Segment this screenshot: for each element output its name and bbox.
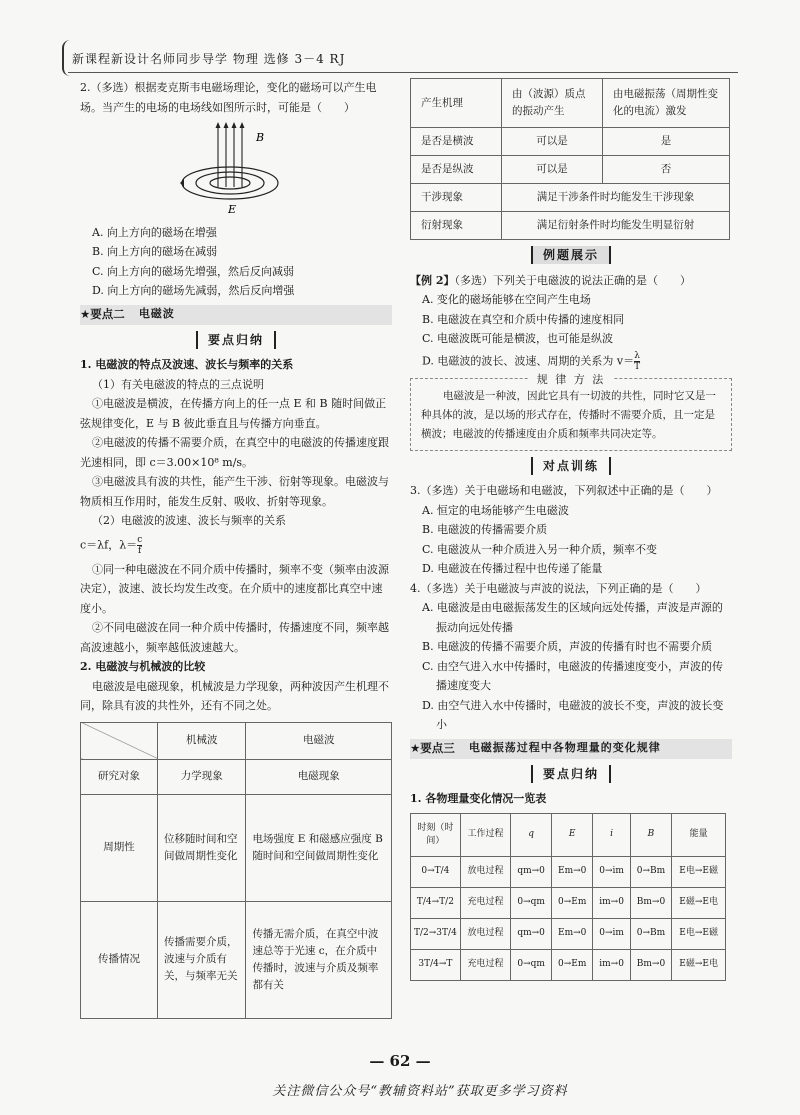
table-cell: 放电过程	[460, 856, 511, 887]
table-row	[81, 901, 392, 1018]
ex2-option-b: B. 电磁波在真空和介质中传播的速度相同	[422, 312, 625, 326]
table-cell: 研究对象	[81, 759, 158, 794]
table-cell: Em→0	[551, 856, 593, 887]
table-row	[411, 918, 726, 949]
table-cell: 电场强度 E 和磁感应强度 B 随时间和空间做周期性变化	[246, 794, 392, 901]
q4-option-b: B. 电磁波的传播不需要介质，声波的传播有时也不需要介质	[422, 640, 713, 653]
q2-option-d: D. 向上方向的磁场先减弱，然后反向增强	[92, 284, 295, 297]
table-row	[81, 794, 392, 901]
table-head: i	[593, 813, 630, 856]
method-title: 规 律 方 法	[529, 370, 614, 389]
table-cell: E电→E磁	[672, 918, 726, 949]
section-2-title: 电磁波	[138, 307, 175, 321]
table-cell: 产生机理	[411, 79, 502, 128]
para-2: ①电磁波是横波，在传播方向上的任一点 E 和 B 随时间做正弦规律变化，E 与 B 彼此垂直且与传播方向垂直。	[80, 397, 387, 430]
table-row	[411, 184, 730, 212]
table-cell: 干涉现象	[411, 184, 502, 212]
q2-option-b: B. 向上方向的磁场在减弱	[92, 245, 218, 258]
page-header: 新课程新设计名师同步导学 物理 选修 3－4 RJ	[72, 52, 346, 66]
table-cell: qm→0	[511, 856, 552, 887]
para-8: 电磁波是电磁现象，机械波是力学现象，两种波因产生机理不同，除具有波的共性外，还有不同之处。	[80, 679, 389, 712]
formula-num: c	[137, 534, 143, 545]
para-1: （1）有关电磁波的特点的三点说明	[92, 377, 264, 391]
table-cell: Bm→0	[630, 887, 672, 918]
example-box-label: 例题展示	[531, 246, 611, 264]
table-cell: Em→0	[551, 918, 593, 949]
formula-text: c＝λf，λ＝	[80, 538, 138, 551]
table-row	[411, 813, 726, 856]
section-3-title: 电磁振荡过程中各物理量的变化规律	[468, 741, 661, 755]
right-column	[410, 78, 732, 981]
table-cell: 满足衍射条件时均能发生明显衍射	[502, 212, 730, 240]
electric-arrow	[180, 179, 184, 187]
ex2-frac-num: λ	[634, 350, 640, 361]
table-cell: 充电过程	[460, 949, 511, 980]
table-head: q	[511, 813, 552, 856]
table-cell: Bm→0	[630, 949, 672, 980]
table-cell: 充电过程	[460, 887, 511, 918]
table-cell: 传播需要介质，波速与介质有关，与频率无关	[158, 901, 246, 1018]
field-ring-inner	[210, 177, 250, 189]
table-row	[411, 156, 730, 184]
question-4: 4.（多选）关于电磁波与声波的说法，下列正确的是（ ）	[410, 581, 707, 595]
table-cell: 是否是纵波	[411, 156, 502, 184]
table-head: 时刻（时间）	[411, 813, 461, 856]
table-head: 工作过程	[460, 813, 511, 856]
table-cell: 是	[603, 128, 730, 156]
example-2	[410, 271, 732, 291]
table-cell: im→0	[593, 949, 630, 980]
ex2-option-d	[410, 351, 732, 372]
table-head-mechanical: 机械波	[158, 722, 246, 759]
q4-option-d: D. 由空气进入水中传播时，电磁波的波长不变，声波的波长变小	[422, 698, 724, 731]
section-2-box-label: 要点归纳	[196, 331, 276, 349]
table-cell: 放电过程	[460, 918, 511, 949]
method-text: 电磁波是一种波，因此它具有一切波的共性，同时它又是一种具体的波，是以场的形式存在，传播时不需要介质，且一定是横波；电磁波的传播速度由介质和频率共同决定等。	[421, 389, 716, 440]
table-head: E	[551, 813, 593, 856]
page-number: — 62 —	[369, 1052, 431, 1070]
table-head: 能量	[672, 813, 726, 856]
table-row	[411, 79, 730, 128]
table-cell: 力学现象	[158, 759, 246, 794]
q3-option-d: D. 电磁波在传播过程中也传递了能量	[422, 562, 603, 575]
table-cell: 0→im	[593, 856, 630, 887]
table-cell: 0→qm	[511, 949, 552, 980]
formula-den: f	[138, 545, 142, 556]
table-cell: 可以是	[502, 128, 603, 156]
table-cell: qm→0	[511, 918, 552, 949]
left-column	[80, 78, 392, 1019]
table-cell: 否	[603, 156, 730, 184]
ex2-option-a: A. 变化的磁场能够在空间产生电场	[422, 293, 591, 306]
section-3-box-label: 要点归纳	[531, 765, 611, 783]
heading-2: 2. 电磁波与机械波的比较	[80, 660, 206, 673]
q4-option-c: C. 由空气进入水中传播时，电磁波的传播速度变小，声波的传播速度变大	[422, 659, 724, 692]
q3-option-b: B. 电磁波的传播需要介质	[422, 523, 548, 536]
table-row	[81, 759, 392, 794]
table-cell: E电→E磁	[672, 856, 726, 887]
table-row	[411, 128, 730, 156]
table-cell: 周期性	[81, 794, 158, 901]
example-2-text: （多选）下列关于电磁波的说法正确的是（ ）	[454, 273, 691, 287]
table-cell: T/2→3T/4	[411, 918, 461, 949]
comparison-table-continued	[410, 78, 730, 240]
q2-option-a: A. 向上方向的磁场在增强	[92, 225, 217, 239]
section-3-box	[410, 765, 732, 784]
table-head-em: 电磁波	[246, 722, 392, 759]
arrow-heads	[216, 122, 245, 128]
table-cell: 可以是	[502, 156, 603, 184]
header-brace	[62, 40, 72, 76]
section-2-box	[80, 331, 392, 350]
table-cell: 0→T/4	[411, 856, 461, 887]
ex2-fraction	[634, 351, 640, 372]
para-3: ②电磁波的传播不需要介质，在真空中的电磁波的传播速度跟光速相同，即 c＝3.00×10⁸ m/s。	[80, 436, 389, 469]
section-3-header	[410, 739, 732, 759]
table-cell: 由（波源）质点的振动产生	[502, 79, 603, 128]
ex2-option-c: C. 电磁波既可能是横波，也可能是纵波	[422, 332, 614, 345]
table-row	[411, 856, 726, 887]
comparison-table	[80, 722, 392, 1019]
para-5: （2）电磁波的波速、波长与频率的关系	[92, 514, 286, 527]
oscillation-table	[410, 813, 726, 981]
table-cell: 是否是横波	[411, 128, 502, 156]
table-cell: 位移随时间和空间做周期性变化	[158, 794, 246, 901]
ex2-frac-den: T	[634, 361, 641, 372]
practice-box	[410, 457, 732, 476]
table-cell: T/4→T/2	[411, 887, 461, 918]
q2-option-c: C. 向上方向的磁场先增强，然后反向减弱	[92, 264, 295, 278]
table-cell: 传播无需介质，在真空中波速总等于光速 c，在介质中传播时，波速与介质及频率都有关	[246, 901, 392, 1018]
label-e: E	[228, 203, 237, 216]
q4-option-a: A. 电磁波是由电磁振荡发生的区域向远处传播，声波是声源的振动向远处传播	[422, 601, 723, 634]
table-row	[411, 887, 726, 918]
q3-option-a: A. 恒定的电场能够产生电磁波	[422, 503, 569, 517]
table-row	[411, 949, 726, 980]
practice-box-label: 对点训练	[531, 457, 611, 475]
table-cell: 满足干涉条件时均能发生干涉现象	[502, 184, 730, 212]
para-6: ①同一种电磁波在不同介质中传播时，频率不变（频率由波源决定），波速、波长均发生改变。在介质中的速度都比真空中速度小。	[80, 562, 389, 615]
formula-fraction	[137, 535, 142, 556]
para-4: ③电磁波具有波的共性，能产生干涉、衍射等现象。电磁波与物质相互作用时，能发生反射、吸收、折射等现象。	[80, 475, 389, 508]
section-2-header	[80, 305, 392, 325]
table-cell: 0→im	[593, 918, 630, 949]
q3-option-c: C. 电磁波从一种介质进入另一种介质，频率不变	[422, 542, 658, 556]
table-cell: 3T/4→T	[411, 949, 461, 980]
question-2: 2.（多选）根据麦克斯韦电磁场理论，变化的磁场可以产生电场。当产生的电场的电场线如图所示时，可能是（ ）	[80, 81, 377, 114]
table-head: B	[630, 813, 672, 856]
section-3-label: ★要点三	[410, 740, 455, 755]
table-cell: 由电磁振荡（周期性变化的电流）激发	[603, 79, 730, 128]
ex2-option-d-text: D. 电磁波的波长、波速、周期的关系为 v＝	[422, 354, 635, 367]
table-cell: 电磁现象	[246, 759, 392, 794]
example-2-label: 【例 2】	[410, 273, 455, 287]
table-row	[411, 212, 730, 240]
table-cell: E磁→E电	[672, 949, 726, 980]
table-cell: 0→Bm	[630, 856, 672, 887]
table-cell: 衍射现象	[411, 212, 502, 240]
table-cell: 0→Em	[551, 887, 593, 918]
table-corner	[81, 722, 158, 759]
example-box	[410, 246, 732, 265]
table-cell: 0→Bm	[630, 918, 672, 949]
heading-1: 1. 电磁波的特点及波速、波长与频率的关系	[80, 358, 294, 371]
table-cell: 0→qm	[511, 887, 552, 918]
section-2-label: ★要点二	[80, 306, 125, 321]
footer-note: 关注微信公众号“教辅资料站”获取更多学习资料	[272, 1084, 568, 1099]
header-rule	[68, 72, 738, 73]
table-row	[81, 722, 392, 759]
formula	[80, 535, 392, 556]
question-3: 3.（多选）关于电磁场和电磁波，下列叙述中正确的是（ ）	[410, 484, 718, 497]
table-cell: im→0	[593, 887, 630, 918]
heading-3: 1. 各物理量变化情况一览表	[410, 792, 547, 805]
label-b: B	[256, 131, 265, 144]
table-cell: 传播情况	[81, 901, 158, 1018]
table-cell: 0→Em	[551, 949, 593, 980]
field-diagram	[80, 117, 392, 217]
method-box	[410, 372, 732, 451]
para-7: ②不同电磁波在同一种介质中传播时，传播速度不同，频率越高波速越小，频率越低波速越大。	[80, 621, 389, 654]
table-cell: E磁→E电	[672, 887, 726, 918]
field-ring-middle	[196, 172, 264, 194]
